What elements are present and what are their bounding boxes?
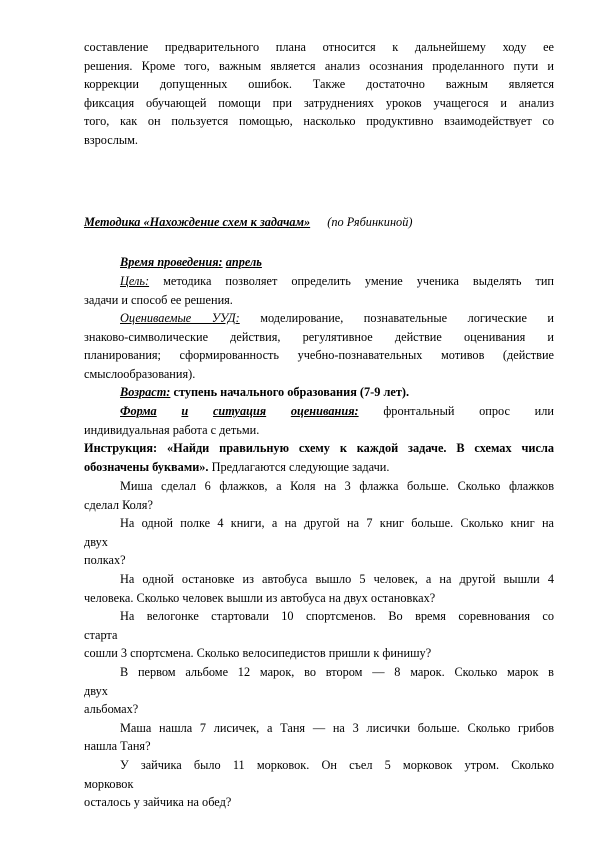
method-author: (по Рябинкиной) bbox=[327, 215, 413, 229]
task-line: двух bbox=[84, 534, 108, 549]
uud-paragraph bbox=[84, 309, 554, 383]
task-line: В первом альбоме 12 марок, во втором — 8 марок. Сколько марок в bbox=[120, 664, 554, 679]
task-line: альбомах? bbox=[84, 702, 139, 717]
form-paragraph bbox=[84, 402, 554, 439]
form-word: фронтальный bbox=[383, 404, 455, 418]
text-line: планирования; сформированность учебно-познавательных мотивов (действие bbox=[84, 348, 554, 363]
form-word: или bbox=[534, 404, 554, 418]
text-line: знаково-символические действия, регулятивное действие оценивания и bbox=[84, 329, 554, 344]
task-line: человека. Сколько человек вышли из автобуса на двух остановках? bbox=[84, 590, 436, 605]
task-line: нашла Таня? bbox=[84, 739, 151, 754]
form-word: Форма bbox=[120, 404, 157, 418]
task-line: На одной полке 4 книги, а на другой на 7 книг больше. Сколько книг на bbox=[120, 516, 554, 531]
uud-text: моделирование, познавательные логические и bbox=[260, 311, 554, 325]
form-word: оценивания: bbox=[290, 404, 359, 418]
text-line: смыслообразования). bbox=[84, 366, 196, 381]
form-word: ситуация bbox=[212, 404, 267, 418]
text-line: задачи и способ ее решения. bbox=[84, 292, 233, 307]
form-word: и bbox=[181, 404, 189, 418]
task-line: У зайчика было 11 морковок. Он съел 5 морковок утром. Сколько bbox=[120, 757, 554, 772]
intro-paragraph bbox=[84, 38, 554, 150]
task-line: На велогонке стартовали 10 спортсменов. Во время соревнования со bbox=[120, 609, 554, 624]
task-line: старта bbox=[84, 627, 118, 642]
instruction-text-bold: обозначены буквами». bbox=[84, 459, 209, 474]
task-line: морковок bbox=[84, 776, 134, 791]
instruction-paragraph bbox=[84, 439, 554, 476]
task-line: сошли 3 спортсмена. Сколько велосипедистов пришли к финишу? bbox=[84, 646, 432, 661]
text-line: индивидуальная работа с детьми. bbox=[84, 422, 260, 437]
text-line: коррекции допущенных ошибок. Также достаточно важным является bbox=[84, 77, 554, 92]
uud-label: Оцениваемые УУД: bbox=[120, 311, 240, 325]
task-line: осталось у зайчика на обед? bbox=[84, 795, 232, 810]
age-label: Возраст: bbox=[120, 385, 171, 399]
task-line: Миша сделал 6 флажков, а Коля на 3 флажка больше. Сколько флажков bbox=[120, 479, 554, 493]
instruction-text-tail: Предлагаются следующие задачи. bbox=[208, 459, 390, 474]
instruction-text: «Найди правильную схему к каждой задаче. В схемах числа bbox=[167, 441, 554, 455]
text-line: того, как он пользуется помощью, насколько продуктивно взаимодействует со bbox=[84, 114, 554, 129]
task-line: На одной остановке из автобуса вышло 5 человек, а на другой вышли 4 bbox=[120, 571, 554, 586]
text-line: фиксация обучающей помощи при затруднениях уроков учащегося и анализ bbox=[84, 95, 554, 110]
text-line: взрослым. bbox=[84, 132, 138, 147]
task-line: Маша нашла 7 лисичек, а Таня — на 3 лисички больше. Сколько грибов bbox=[120, 720, 554, 735]
task-line: сделал Коля? bbox=[84, 497, 153, 512]
age-value: ступень начального образования (7-9 лет). bbox=[173, 385, 410, 399]
time-label: Время проведения: bbox=[120, 255, 223, 269]
goal-text: методика позволяет определить умение ученика выделять тип bbox=[163, 274, 555, 288]
task-line: двух bbox=[84, 683, 108, 698]
time-row bbox=[84, 253, 554, 272]
task-line: полках? bbox=[84, 553, 126, 568]
instruction-label: Инструкция: bbox=[84, 441, 158, 455]
text-line: решения. Кроме того, важным является анализ осознания проделанного пути и bbox=[84, 58, 554, 73]
method-title: Методика «Нахождение схем к задачам» bbox=[84, 215, 311, 229]
text-line: составление предварительного плана относится к дальнейшему ходу ее bbox=[84, 40, 554, 54]
goal-label: Цель: bbox=[120, 274, 150, 288]
age-row bbox=[84, 383, 554, 402]
goal-paragraph bbox=[84, 272, 554, 309]
method-heading bbox=[84, 213, 554, 232]
task-list bbox=[84, 477, 554, 812]
form-word: опрос bbox=[479, 404, 510, 418]
time-value: апрель bbox=[225, 255, 262, 269]
